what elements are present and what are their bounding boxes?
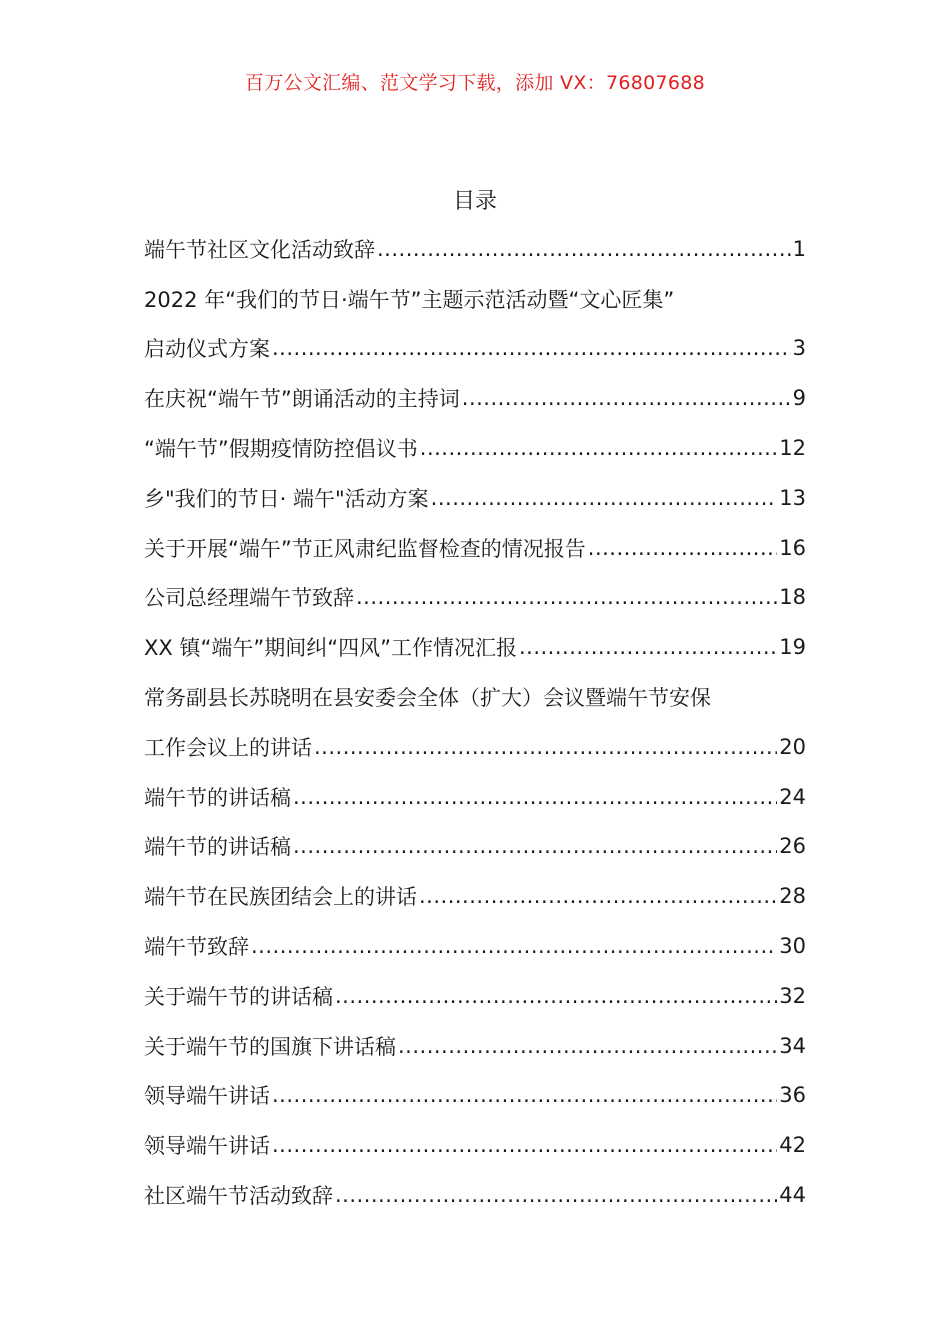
toc-entry[interactable] (144, 822, 806, 872)
toc-dot-leader (420, 436, 778, 460)
toc-entry-page: 26 (779, 834, 806, 859)
toc-entry[interactable] (144, 573, 806, 623)
toc-dot-leader (431, 486, 778, 510)
toc-entry[interactable] (144, 473, 806, 523)
toc-entry-page: 19 (779, 635, 806, 660)
toc-entry-title: 工作会议上的讲话 (144, 735, 312, 760)
toc-title: 目录 (452, 189, 497, 214)
toc-entry-page: 42 (779, 1133, 806, 1158)
toc-entry-title: 关于开展“端午”节正风肃纪监督检查的情况报告 (144, 536, 586, 561)
toc-entry-title: XX 镇“端午”期间纠“四风”工作情况汇报 (144, 636, 517, 661)
toc-entry-page: 1 (792, 236, 806, 261)
toc-dot-leader (314, 735, 777, 759)
toc-entry-title: 常务副县长苏晓明在县安委会全体（扩大）会议暨端午节安保 (144, 686, 711, 711)
toc-dot-leader (272, 336, 791, 360)
toc-entry-title: 端午节致辞 (144, 935, 249, 960)
toc-dot-leader (356, 585, 777, 609)
toc-entry[interactable] (144, 622, 806, 672)
toc-dot-leader (272, 1083, 777, 1107)
toc-entry[interactable] (144, 971, 806, 1021)
toc-entry[interactable] (144, 772, 806, 822)
toc-entry-title: 乡"我们的节日· 端午"活动方案 (144, 486, 429, 511)
toc-dot-leader (272, 1133, 777, 1157)
toc-entry-page: 9 (792, 386, 806, 411)
toc-dot-leader (293, 834, 777, 858)
toc-entry-title: 社区端午节活动致辞 (144, 1184, 333, 1209)
toc-entry-title: 端午节社区文化活动致辞 (144, 237, 375, 262)
toc-entry[interactable] (144, 324, 806, 374)
toc-entry-page: 12 (779, 436, 806, 461)
toc-entry-page: 18 (779, 585, 806, 610)
toc-entry[interactable] (144, 1021, 806, 1071)
header-banner: 百万公文汇编、范文学习下载，添加 VX：76807688 (244, 72, 706, 94)
toc-entry-page: 34 (779, 1033, 806, 1058)
toc-entry[interactable] (144, 373, 806, 423)
toc-entry-page: 24 (779, 784, 806, 809)
toc-entry-page: 44 (779, 1183, 806, 1208)
toc-entry[interactable] (144, 274, 806, 324)
toc-entry-page: 28 (779, 884, 806, 909)
toc-entry[interactable] (144, 1170, 806, 1220)
toc-entry-title: 领导端午讲话 (144, 1084, 270, 1109)
toc-entry-title: 2022 年“我们的节日·端午节”主题示范活动暨“文心匠集” (144, 287, 675, 312)
toc-entry-title: 在庆祝“端午节”朗诵活动的主持词 (144, 387, 460, 412)
toc-entry[interactable] (144, 423, 806, 473)
toc-entry-title: “端午节”假期疫情防控倡议书 (144, 437, 418, 462)
toc-dot-leader (251, 934, 777, 958)
toc-entry-page: 13 (779, 485, 806, 510)
toc-dot-leader (293, 785, 777, 809)
toc-dot-leader (398, 1034, 777, 1058)
toc-entry-page: 32 (779, 983, 806, 1008)
toc-dot-leader (588, 536, 778, 560)
toc-entry[interactable] (144, 722, 806, 772)
toc-entry-page: 3 (792, 336, 806, 361)
toc-entry-page: 30 (779, 934, 806, 959)
toc-entry-title: 启动仪式方案 (144, 337, 270, 362)
toc-entry-title: 端午节的讲话稿 (144, 835, 291, 860)
toc-dot-leader (519, 635, 777, 659)
toc-entry-title: 关于端午节的国旗下讲话稿 (144, 1034, 396, 1059)
toc-entry[interactable] (144, 921, 806, 971)
toc-entry[interactable] (144, 523, 806, 573)
toc-dot-leader (335, 984, 777, 1008)
toc-dot-leader (377, 237, 791, 261)
toc-entry[interactable] (144, 1120, 806, 1170)
toc-entry-title: 领导端午讲话 (144, 1134, 270, 1159)
toc-entry-page: 20 (779, 734, 806, 759)
toc-entry[interactable] (144, 871, 806, 921)
toc-dot-leader (462, 386, 791, 410)
toc-entry-title: 端午节在民族团结会上的讲话 (144, 885, 417, 910)
toc-entry[interactable] (144, 672, 806, 722)
toc-list (144, 224, 806, 1220)
toc-entry-title: 公司总经理端午节致辞 (144, 586, 354, 611)
toc-entry-title: 关于端午节的讲话稿 (144, 984, 333, 1009)
toc-entry[interactable] (144, 224, 806, 274)
toc-dot-leader (419, 884, 777, 908)
toc-entry-page: 16 (779, 535, 806, 560)
toc-dot-leader (335, 1183, 777, 1207)
toc-entry-page: 36 (779, 1083, 806, 1108)
toc-entry-title: 端午节的讲话稿 (144, 785, 291, 810)
toc-entry[interactable] (144, 1071, 806, 1121)
